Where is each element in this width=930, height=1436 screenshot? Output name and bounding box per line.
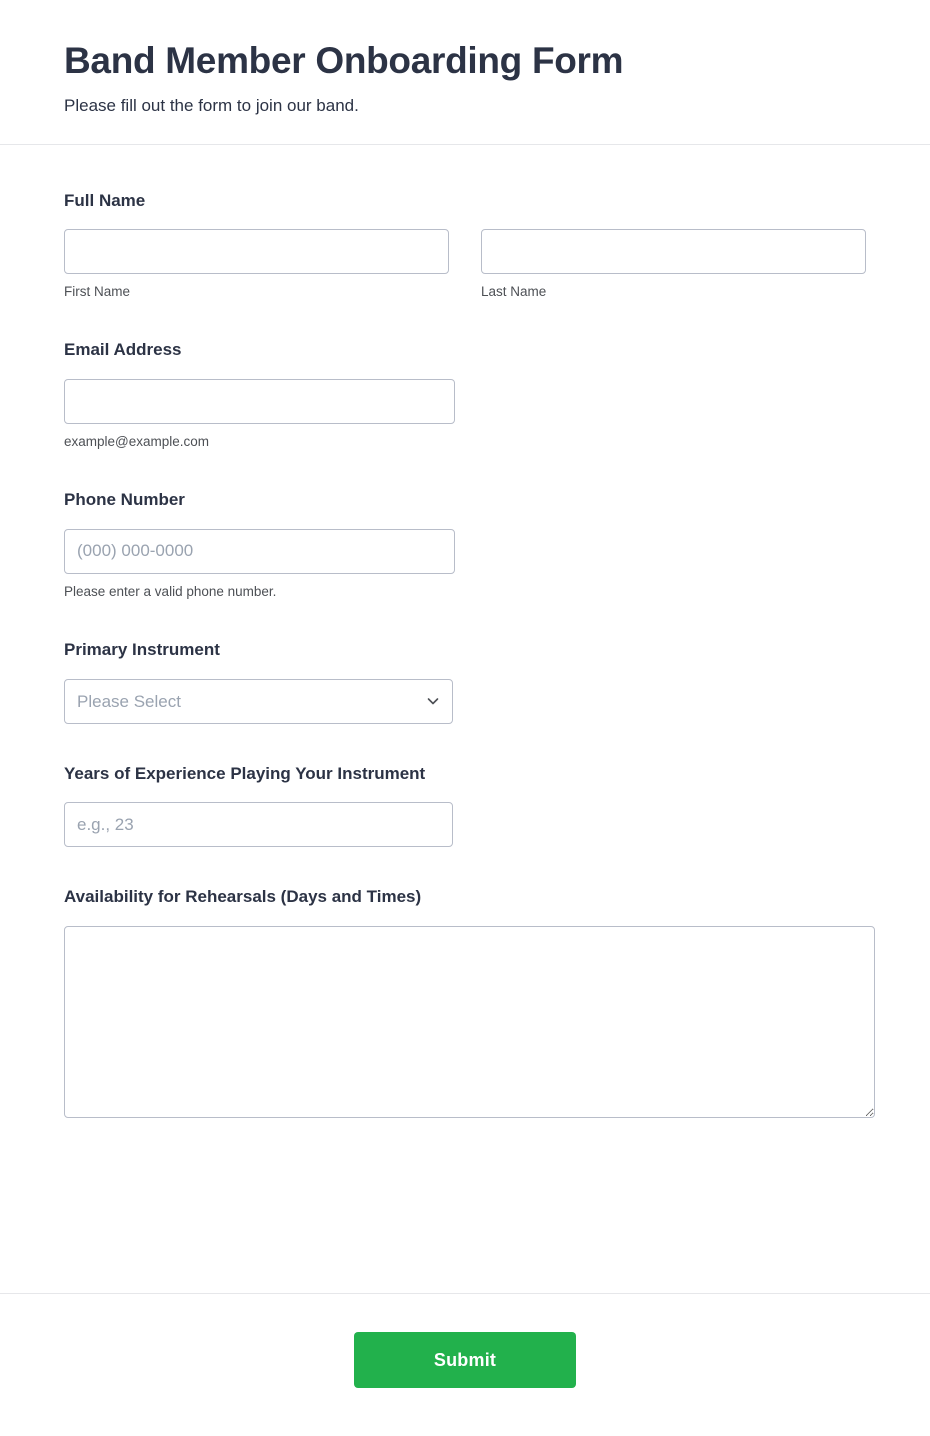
first-name-sublabel: First Name xyxy=(64,283,131,299)
phone-input[interactable] xyxy=(64,529,455,574)
availability-textarea[interactable] xyxy=(64,926,875,1118)
years-experience-label: Years of Experience Playing Your Instrument xyxy=(64,763,426,783)
last-name-input[interactable] xyxy=(481,229,866,274)
last-name-col xyxy=(481,229,866,301)
primary-instrument-select-wrap xyxy=(64,679,453,724)
phone-label: Phone Number xyxy=(64,490,185,510)
page-subtitle: Please fill out the form to join our band. xyxy=(64,96,359,116)
full-name-row xyxy=(64,229,866,301)
primary-instrument-select[interactable]: Please Select xyxy=(64,679,453,724)
email-label: Email Address xyxy=(64,340,182,360)
field-primary-instrument xyxy=(64,640,866,723)
first-name-col xyxy=(64,229,449,301)
last-name-sublabel: Last Name xyxy=(481,283,547,299)
email-col xyxy=(64,379,455,451)
email-sublabel: example@example.com xyxy=(64,433,210,449)
form-header xyxy=(0,0,930,145)
field-years-experience xyxy=(64,764,866,847)
years-experience-col xyxy=(64,802,453,847)
field-email xyxy=(64,340,866,450)
field-availability xyxy=(64,887,866,1122)
full-name-label: Full Name xyxy=(64,190,146,210)
phone-sublabel: Please enter a valid phone number. xyxy=(64,583,277,599)
page-title: Band Member Onboarding Form xyxy=(64,40,624,81)
primary-instrument-label: Primary Instrument xyxy=(64,640,220,660)
years-experience-input[interactable] xyxy=(64,802,453,847)
field-phone xyxy=(64,490,866,600)
form-footer xyxy=(0,1293,930,1436)
email-input[interactable] xyxy=(64,379,455,424)
field-full-name xyxy=(64,191,866,301)
availability-label: Availability for Rehearsals (Days and Times) xyxy=(64,887,422,907)
form-body xyxy=(0,145,930,1265)
submit-button[interactable]: Submit xyxy=(354,1332,576,1388)
phone-col xyxy=(64,529,455,601)
first-name-input[interactable] xyxy=(64,229,449,274)
